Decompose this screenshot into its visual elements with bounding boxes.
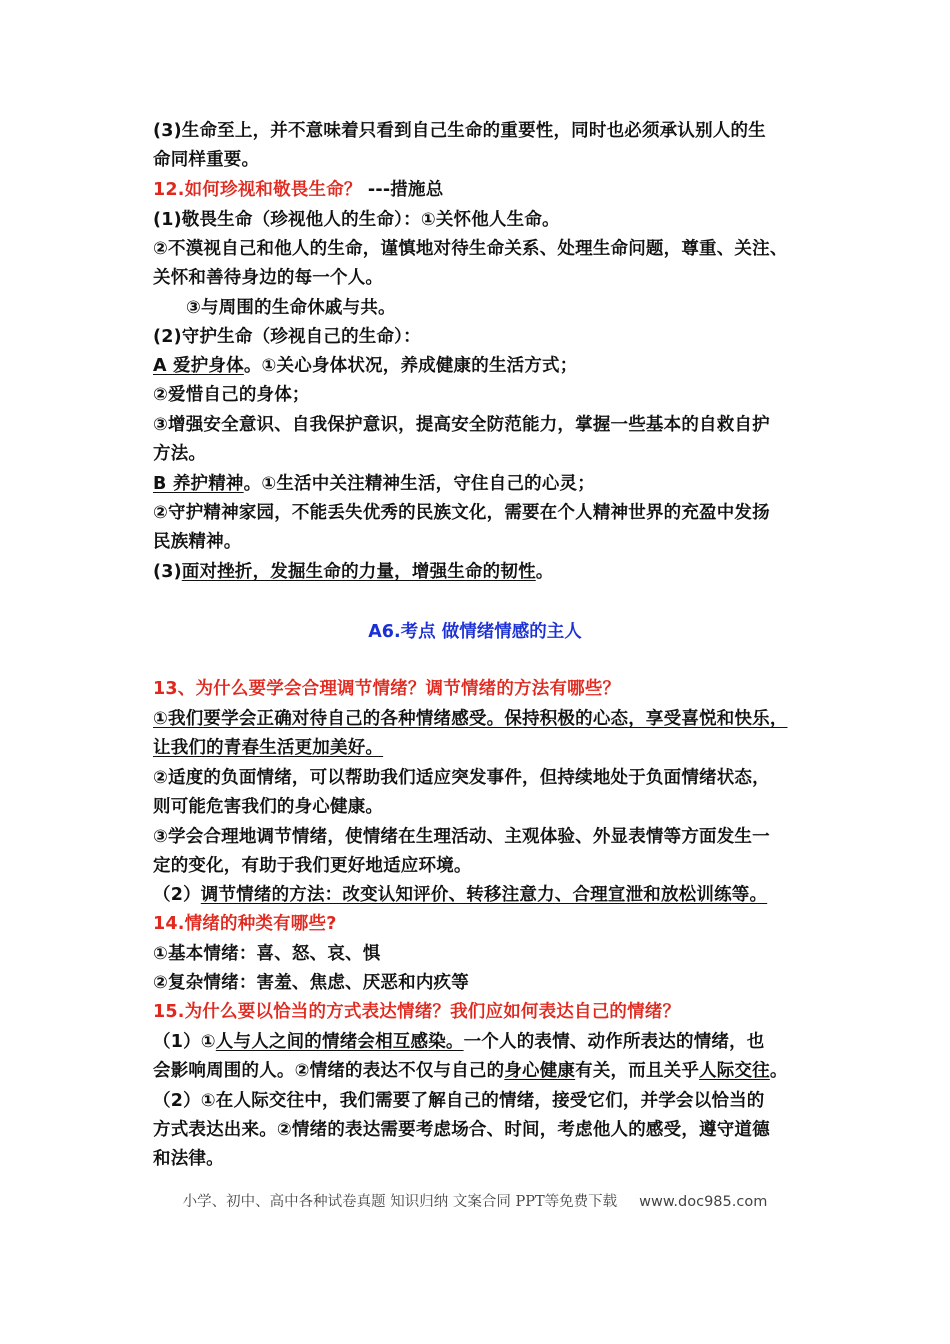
text-line xyxy=(153,472,595,496)
text-line: 让我们的青春生活更加美好。 xyxy=(153,738,384,758)
text-line xyxy=(153,1059,788,1083)
text-line: ①基本情绪：喜、怒、哀、惧 xyxy=(153,944,381,964)
text-line: ③学会合理地调节情绪，使情绪在生理活动、主观体验、外显表情等方面发生一 xyxy=(153,827,770,847)
question-14-heading: 14.情绪的种类有哪些? xyxy=(153,914,337,934)
text-span: 。①关心身体状况，养成健康的生活方式； xyxy=(243,356,578,376)
text-line: 方式表达出来。②情绪的表达需要考虑场合、时间，考虑他人的感受，遵守道德 xyxy=(153,1120,770,1140)
underlined-term: B 养护精神 xyxy=(153,474,244,494)
text-line: 民族精神。 xyxy=(153,532,242,552)
underlined-term: 面对挫折，发掘生命的力量，增强生命的韧性 xyxy=(181,562,536,582)
text-span: 。 xyxy=(535,562,554,582)
text-line: 方法。 xyxy=(153,444,207,464)
footer-text: 小学、初中、高中各种试卷真题 知识归纳 文案合同 PPT等免费下载 xyxy=(182,1194,618,1210)
text-line: 关怀和善待身边的每一个人。 xyxy=(153,268,384,288)
text-line xyxy=(153,560,553,584)
text-line: (1)敬畏生命（珍视他人的生命）：①关怀他人生命。 xyxy=(153,210,560,230)
underlined-term: 人与人之间的情绪会相互感染。 xyxy=(215,1032,464,1052)
question-12-note: ---措施总 xyxy=(361,180,444,200)
text-span: 。 xyxy=(769,1061,788,1081)
underlined-term: 身心健康 xyxy=(504,1061,576,1081)
text-line: 定的变化，有助于我们更好地适应环境。 xyxy=(153,856,472,876)
text-line: ①我们要学会正确对待自己的各种情绪感受。保持积极的心态，享受喜悦和快乐， xyxy=(153,709,788,729)
question-15-heading: 15.为什么要以恰当的方式表达情绪？我们应如何表达自己的情绪？ xyxy=(153,1002,681,1022)
text-line: ②复杂情绪：害羞、焦虑、厌恶和内疚等 xyxy=(153,973,469,993)
text-line: 和法律。 xyxy=(153,1149,224,1169)
text-span: 。①生活中关注精神生活，守住自己的心灵； xyxy=(243,474,595,494)
text-line: （2）①在人际交往中，我们需要了解自己的情绪，接受它们，并学会以恰当的 xyxy=(153,1091,765,1111)
text-line: ②适度的负面情绪，可以帮助我们适应突发事件，但持续地处于负面情绪状态， xyxy=(153,768,770,788)
section-title: A6.考点 做情绪情感的主人 xyxy=(368,622,582,642)
text-line: ②守护精神家园，不能丢失优秀的民族文化，需要在个人精神世界的充盈中发扬 xyxy=(153,503,770,523)
underlined-term: 人际交往 xyxy=(699,1061,770,1081)
text-span: 会影响周围的人。②情绪的表达不仅与自己的 xyxy=(153,1061,505,1081)
text-line xyxy=(153,1030,765,1054)
text-span: 有关，而且关乎 xyxy=(575,1061,700,1081)
underlined-term: A 爱护身体 xyxy=(153,356,244,376)
text-span: （2） xyxy=(153,885,201,905)
text-line: ③与周围的生命休戚与共。 xyxy=(186,298,396,318)
text-line: 命同样重要。 xyxy=(153,150,260,170)
question-12-title: 12.如何珍视和敬畏生命？ xyxy=(153,180,362,200)
text-span: (3) xyxy=(153,562,182,582)
footer-url: www.doc985.com xyxy=(639,1194,768,1210)
text-line: ②爱惜自己的身体； xyxy=(153,385,310,405)
question-13-heading: 13、为什么要学会合理调节情绪？调节情绪的方法有哪些？ xyxy=(153,679,621,699)
page-footer xyxy=(0,1190,950,1211)
text-line: ②不漠视自己和他人的生命，谨慎地对待生命关系、处理生命问题，尊重、关注、 xyxy=(153,239,788,259)
text-span: 一个人的表情、动作所表达的情绪，也 xyxy=(463,1032,765,1052)
text-line: (2)守护生命（珍视自己的生命）： xyxy=(153,327,421,347)
text-line xyxy=(153,354,577,378)
text-line xyxy=(153,883,767,907)
question-12-heading xyxy=(153,178,443,202)
text-span: （1）① xyxy=(153,1032,216,1052)
underlined-term: 调节情绪的方法：改变认知评价、转移注意力、合理宣泄和放松训练等。 xyxy=(200,885,768,905)
text-line: (3)生命至上，并不意味着只看到自己生命的重要性，同时也必须承认别人的生 xyxy=(153,121,766,141)
text-line: ③增强安全意识、自我保护意识，提高安全防范能力，掌握一些基本的自救自护 xyxy=(153,415,770,435)
text-line: 则可能危害我们的身心健康。 xyxy=(153,797,384,817)
